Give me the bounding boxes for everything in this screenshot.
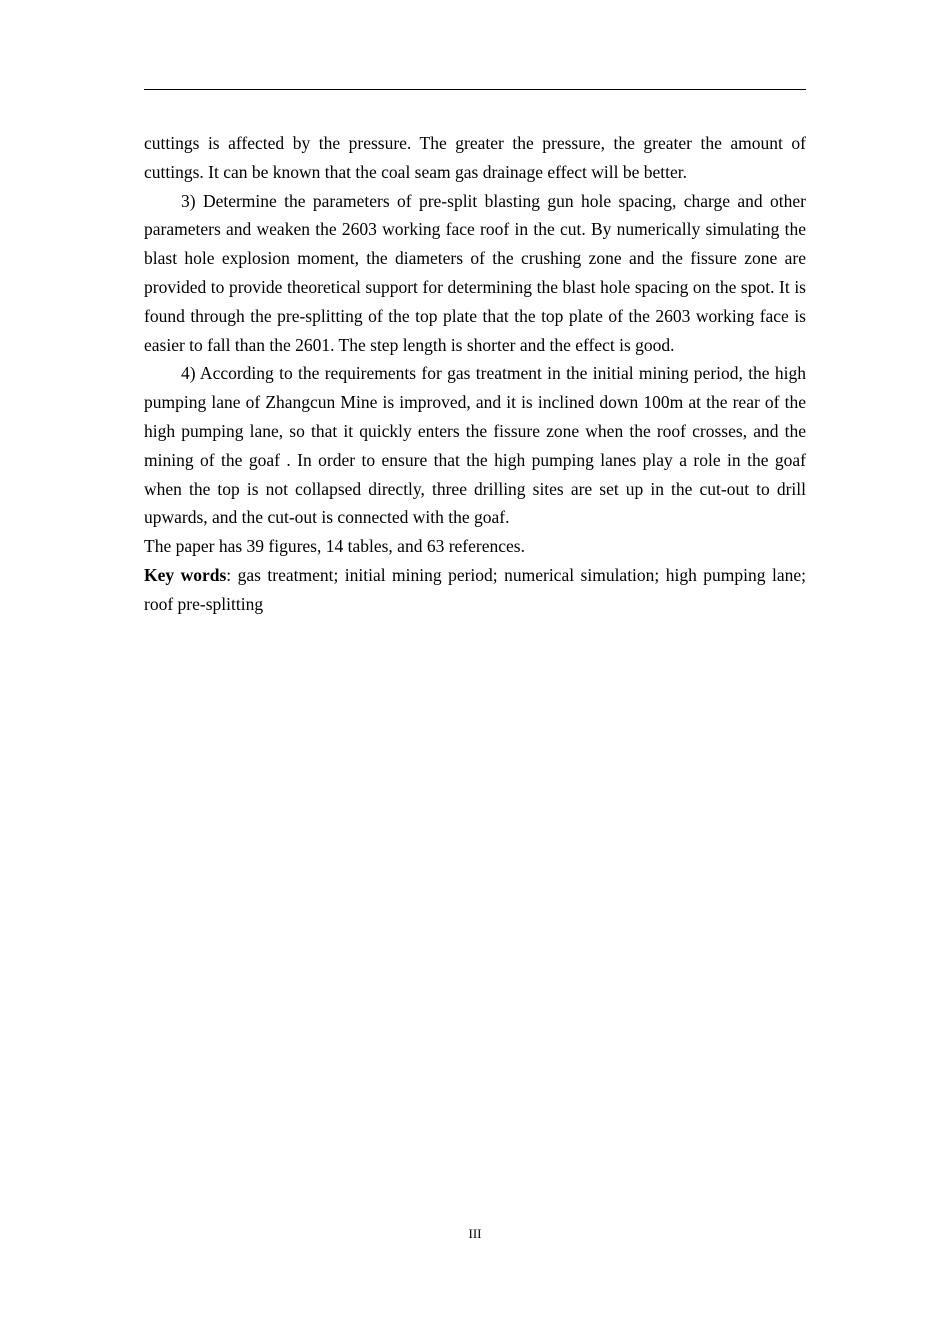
abstract-body [144,129,806,619]
paragraph-1: cuttings is affected by the pressure. The greater the pressure, the greater the amount of cuttings. It can be known that the coal seam gas drainage effect will be better. [144,133,806,182]
keywords [144,561,806,619]
paper-statistics: The paper has 39 figures, 14 tables, and 63 references. [144,536,525,557]
keywords-label: Key words [144,564,227,585]
page-number: III [468,1226,482,1241]
paragraph-3: 4) According to the requirements for gas treatment in the initial mining period, the high pumping lane of Zhangcun Mine is improved, and it is inclined down 100m at the rear of the high pumping lane, so that it quickly enters the fissure zone when the roof crosses, and the mining of the goaf . In order to ensure that the high pumping lanes play a role in the goaf when the top is not collapsed directly, three drilling sites are set up in the cut-out to drill upwards, and the cut-out is connected with the goaf. [144,363,806,528]
paragraph-2: 3) Determine the parameters of pre-split blasting gun hole spacing, charge and other parameters and weaken the 2603 working face roof in the cut. By numerically simulating the blast hole explosion moment, the diameters of the crushing zone and the fissure zone are provided to provide theoretical support for determining the blast hole spacing on the spot. It is found through the pre-splitting of the top plate that the top plate of the 2603 working face is easier to fall than the 2601. The step length is shorter and the effect is good. [144,190,806,355]
header-rule [144,89,806,90]
keywords-text: : gas treatment; initial mining period; numerical simulation; high pumping lane; roof pre-splitting [144,564,806,614]
